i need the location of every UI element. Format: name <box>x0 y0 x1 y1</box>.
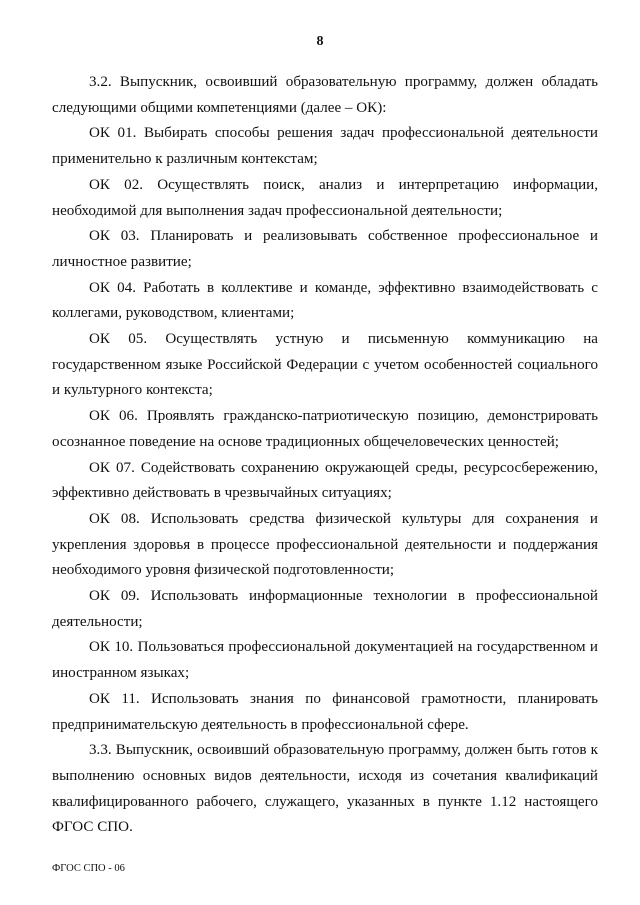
paragraph-3-2: 3.2. Выпускник, освоивший образовательную программу, должен обладать следующими общими компетенциями (далее – ОК): <box>52 74 598 116</box>
paragraph-ok-06: ОК 06. Проявлять гражданско-патриотическую позицию, демонстрировать осознанное поведение на основе традиционных общечеловеческих ценностей; <box>52 408 598 450</box>
paragraph-ok-11: ОК 11. Использовать знания по финансовой грамотности, планировать предпринимательскую деятельность в профессиональной сфере. <box>52 690 598 733</box>
paragraph-ok-02: ОК 02. Осуществлять поиск, анализ и интерпретацию информации, необходимой для выполнения задач профессиональной деятельности; <box>52 176 598 219</box>
paragraph-ok-10: ОК 10. Пользоваться профессиональной документацией на государственном и иностранном языках; <box>52 639 598 682</box>
paragraph-ok-01: ОК 01. Выбирать способы решения задач профессиональной деятельности применительно к различным контекстам; <box>52 125 598 168</box>
page-number: 8 <box>316 34 324 49</box>
page-footer: ФГОС СПО - 06 <box>52 863 125 874</box>
document-body <box>52 70 598 841</box>
paragraph-ok-09: ОК 09. Использовать информационные технологии в профессиональной деятельности; <box>52 588 598 630</box>
paragraph-ok-03: ОК 03. Планировать и реализовывать собственное профессиональное и личностное развитие; <box>52 228 598 270</box>
paragraph-ok-08: ОК 08. Использовать средства физической культуры для сохранения и укрепления здоровья в процессе профессиональной деятельности и поддержания необходимого уровня физической подготовленности; <box>52 510 598 579</box>
paragraph-ok-04: ОК 04. Работать в коллективе и команде, эффективно взаимодействовать с коллегами, руководством, клиентами; <box>52 279 598 322</box>
paragraph-ok-07: ОК 07. Содействовать сохранению окружающей среды, ресурсосбережению, эффективно действовать в чрезвычайных ситуациях; <box>52 459 598 502</box>
paragraph-3-3: 3.3. Выпускник, освоивший образовательную программу, должен быть готов к выполнению основных видов деятельности, исходя из сочетания квалификаций квалифицированного рабочего, служащего, указанных в пункте 1.12 настоящего ФГОС СПО. <box>52 742 598 836</box>
paragraph-ok-05: ОК 05. Осуществлять устную и письменную коммуникацию на государственном языке Российской Федерации с учетом особенностей социального и культурного контекста; <box>52 331 598 399</box>
